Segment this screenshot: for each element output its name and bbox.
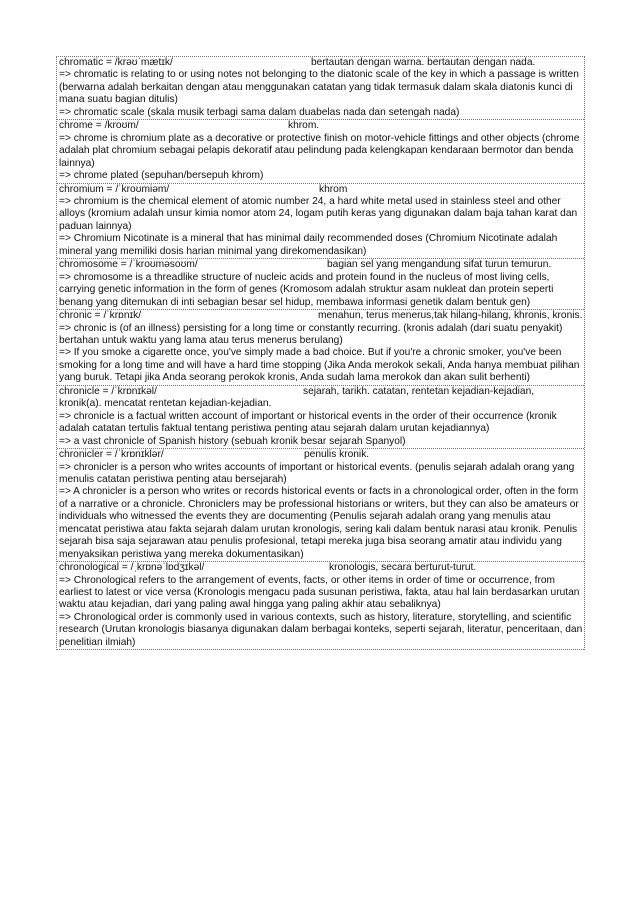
dictionary-entry — [57, 57, 584, 120]
entry-term: chronic = /ˈkrɒnɪk/ — [59, 310, 142, 322]
entry-headword-line — [59, 449, 583, 461]
entry-definition: => chrome is chromium plate as a decorative or protective finish on motor-vehicle fittings and other objects (chrome adalah plat chromium sebagai pelapis dekoratif atau pelindung pada kelengkapan kendaraan bermotor dan benda lainnya) — [59, 132, 580, 169]
entry-definition: => chrome plated (sepuhan/bersepuh khrom) — [59, 170, 264, 182]
entry-translation: penulis kronik. — [304, 449, 370, 461]
entry-headword-line — [59, 386, 583, 398]
entry-translation: sejarah, tarikh. catatan, rentetan kejadian-kejadian, — [303, 385, 535, 397]
entry-term: chronicler = /ˈkrɒnɪklər/ — [59, 449, 164, 461]
entry-definition: kronik(a). mencatat rentetan kejadian-kejadian. — [59, 398, 272, 410]
dictionary-entry — [57, 310, 584, 386]
entry-translation: khrom — [319, 183, 348, 195]
entry-definition: => chronicler is a person who writes accounts of important or historical events. (penulis sejarah adalah orang yang menulis catatan peristiwa penting atau bersejarah) — [59, 461, 575, 485]
entry-definition: => Chromium Nicotinate is a mineral that has minimal daily recommended doses (Chromium Nicotinate adalah mineral yang memiliki dosis harian minimal yang direkomendasikan) — [59, 233, 558, 257]
entry-definition: => Chronological order is commonly used in various contexts, such as history, literature, storytelling, and scientific research (Urutan kronologis biasanya digunakan dalam berbagai konteks, seperti sejarah, literatur, penceritaan, dan penelitian ilmiah) — [59, 611, 583, 648]
entry-headword-line — [59, 57, 583, 69]
entry-definition: => Chronological refers to the arrangement of events, facts, or other items in order of time or occurrence, from earliest to latest or vice versa (Kronologis mengacu pada susunan peristiwa, fakta, atau hal lain berdasarkan urutan waktu atau kejadian, dari yang paling awal hingga yang paling akhir atau sebaliknya) — [59, 574, 580, 611]
entry-translation: bagian sel yang mengandung sifat turun temurun. — [327, 259, 552, 271]
entry-term: chronicle = /ˈkrɒnɪkəl/ — [59, 385, 157, 397]
entry-definition: => chromium is the chemical element of atomic number 24, a hard white metal used in stainless steel and other alloys (kromium adalah unsur kimia nomor atom 24, logam putih keras yang digunakan dalam baja tahan karat dan paduan lainnya) — [59, 195, 578, 232]
entry-term: chromatic = /krəʊˈmætɪk/ — [59, 57, 173, 68]
dictionary-entry — [57, 386, 584, 449]
entry-definition: => chromatic scale (skala musik terbagi sama dalam duabelas nada dan setengah nada) — [59, 106, 460, 118]
entry-definition: => If you smoke a cigarette once, you've simply made a bad choice. But if you're a chronic smoker, you've been smoking for a long time and will have a hard time stopping (Jika Anda merokok sekali, Anda hanya membuat pilihan yang buruk. Tetapi jika Anda seorang perokok kronis, Anda sudah lama merokok dan akan sulit berhenti) — [59, 347, 580, 384]
entry-headword-line — [59, 120, 583, 132]
entry-translation: khrom. — [288, 120, 320, 132]
entry-definition: => chronic is (of an illness) persisting for a long time or constantly recurring. (kronis adalah (dari suatu penyakit) bertahan untuk waktu yang lama atau terus menerus berulang) — [59, 322, 563, 346]
entry-term: chromosome = /ˈkroʊməsoʊm/ — [59, 259, 198, 271]
entry-headword-line — [59, 184, 583, 196]
dictionary-entry — [57, 120, 584, 183]
entry-term: chromium = /ˈkroʊmiəm/ — [59, 183, 170, 195]
dictionary-entry — [57, 562, 584, 650]
entry-definition: => chromatic is relating to or using notes not belonging to the diatonic scale of the key in which a passage is written (berwarna adalah berkaitan dengan atau menggunakan catatan yang tidak termasuk dalam skala diatonis kunci di mana suatu bagian ditulis) — [59, 69, 579, 106]
entry-definition: => a vast chronicle of Spanish history (sebuah kronik besar sejarah Spanyol) — [59, 435, 406, 447]
entry-headword-line — [59, 562, 583, 574]
dictionary-entry — [57, 184, 584, 260]
entry-headword-line — [59, 310, 583, 322]
entry-translation: bertautan dengan warna. bertautan dengan nada. — [311, 57, 536, 68]
entry-definition: => A chronicler is a person who writes or records historical events or facts in a chronological order, often in the form of a narrative or a chronicle. Chroniclers may be professional historians or writers, but they can also be amateurs or individuals who witnessed the events they are documenting (Penulis sejarah adalah orang yang menulis atau mencatat peristiwa atau fakta sejarah dalam urutan kronologis, sering kali dalam bentuk narasi atau kronik. Penulis sejarah bisa saja sejarawan atau penulis profesional, tetapi mereka juga bisa seorang amatir atau individu yang menyaksikan peristiwa yang mereka dokumentasikan) — [59, 486, 579, 560]
entry-translation: kronologis, secara berturut-turut. — [329, 562, 477, 574]
entry-term: chronological = /ˌkrɒnəˈlɒdʒɪkəl/ — [59, 562, 205, 574]
entry-headword-line — [59, 259, 583, 271]
dictionary-table — [56, 56, 585, 650]
entry-term: chrome = /kroʊm/ — [59, 120, 139, 132]
entry-translation: menahun, terus menerus,tak hilang-hilang, khronis, kronis. — [318, 310, 583, 322]
dictionary-entry — [57, 449, 584, 562]
entry-definition: => chromosome is a threadlike structure of nucleic acids and protein found in the nucleus of most living cells, carrying genetic information in the form of genes (Kromosom adalah struktur asam nukleat dan protein seperti benang yang ditemukan di inti sebagian besar sel hidup, membawa informasi genetik dalam bentuk gen) — [59, 271, 554, 308]
dictionary-entry — [57, 259, 584, 310]
entry-definition: => chronicle is a factual written account of important or historical events in the order of their occurrence (kronik adalah catatan tertulis faktual tentang peristiwa penting atau sejarah dalam urutan kejadiannya) — [59, 410, 557, 435]
